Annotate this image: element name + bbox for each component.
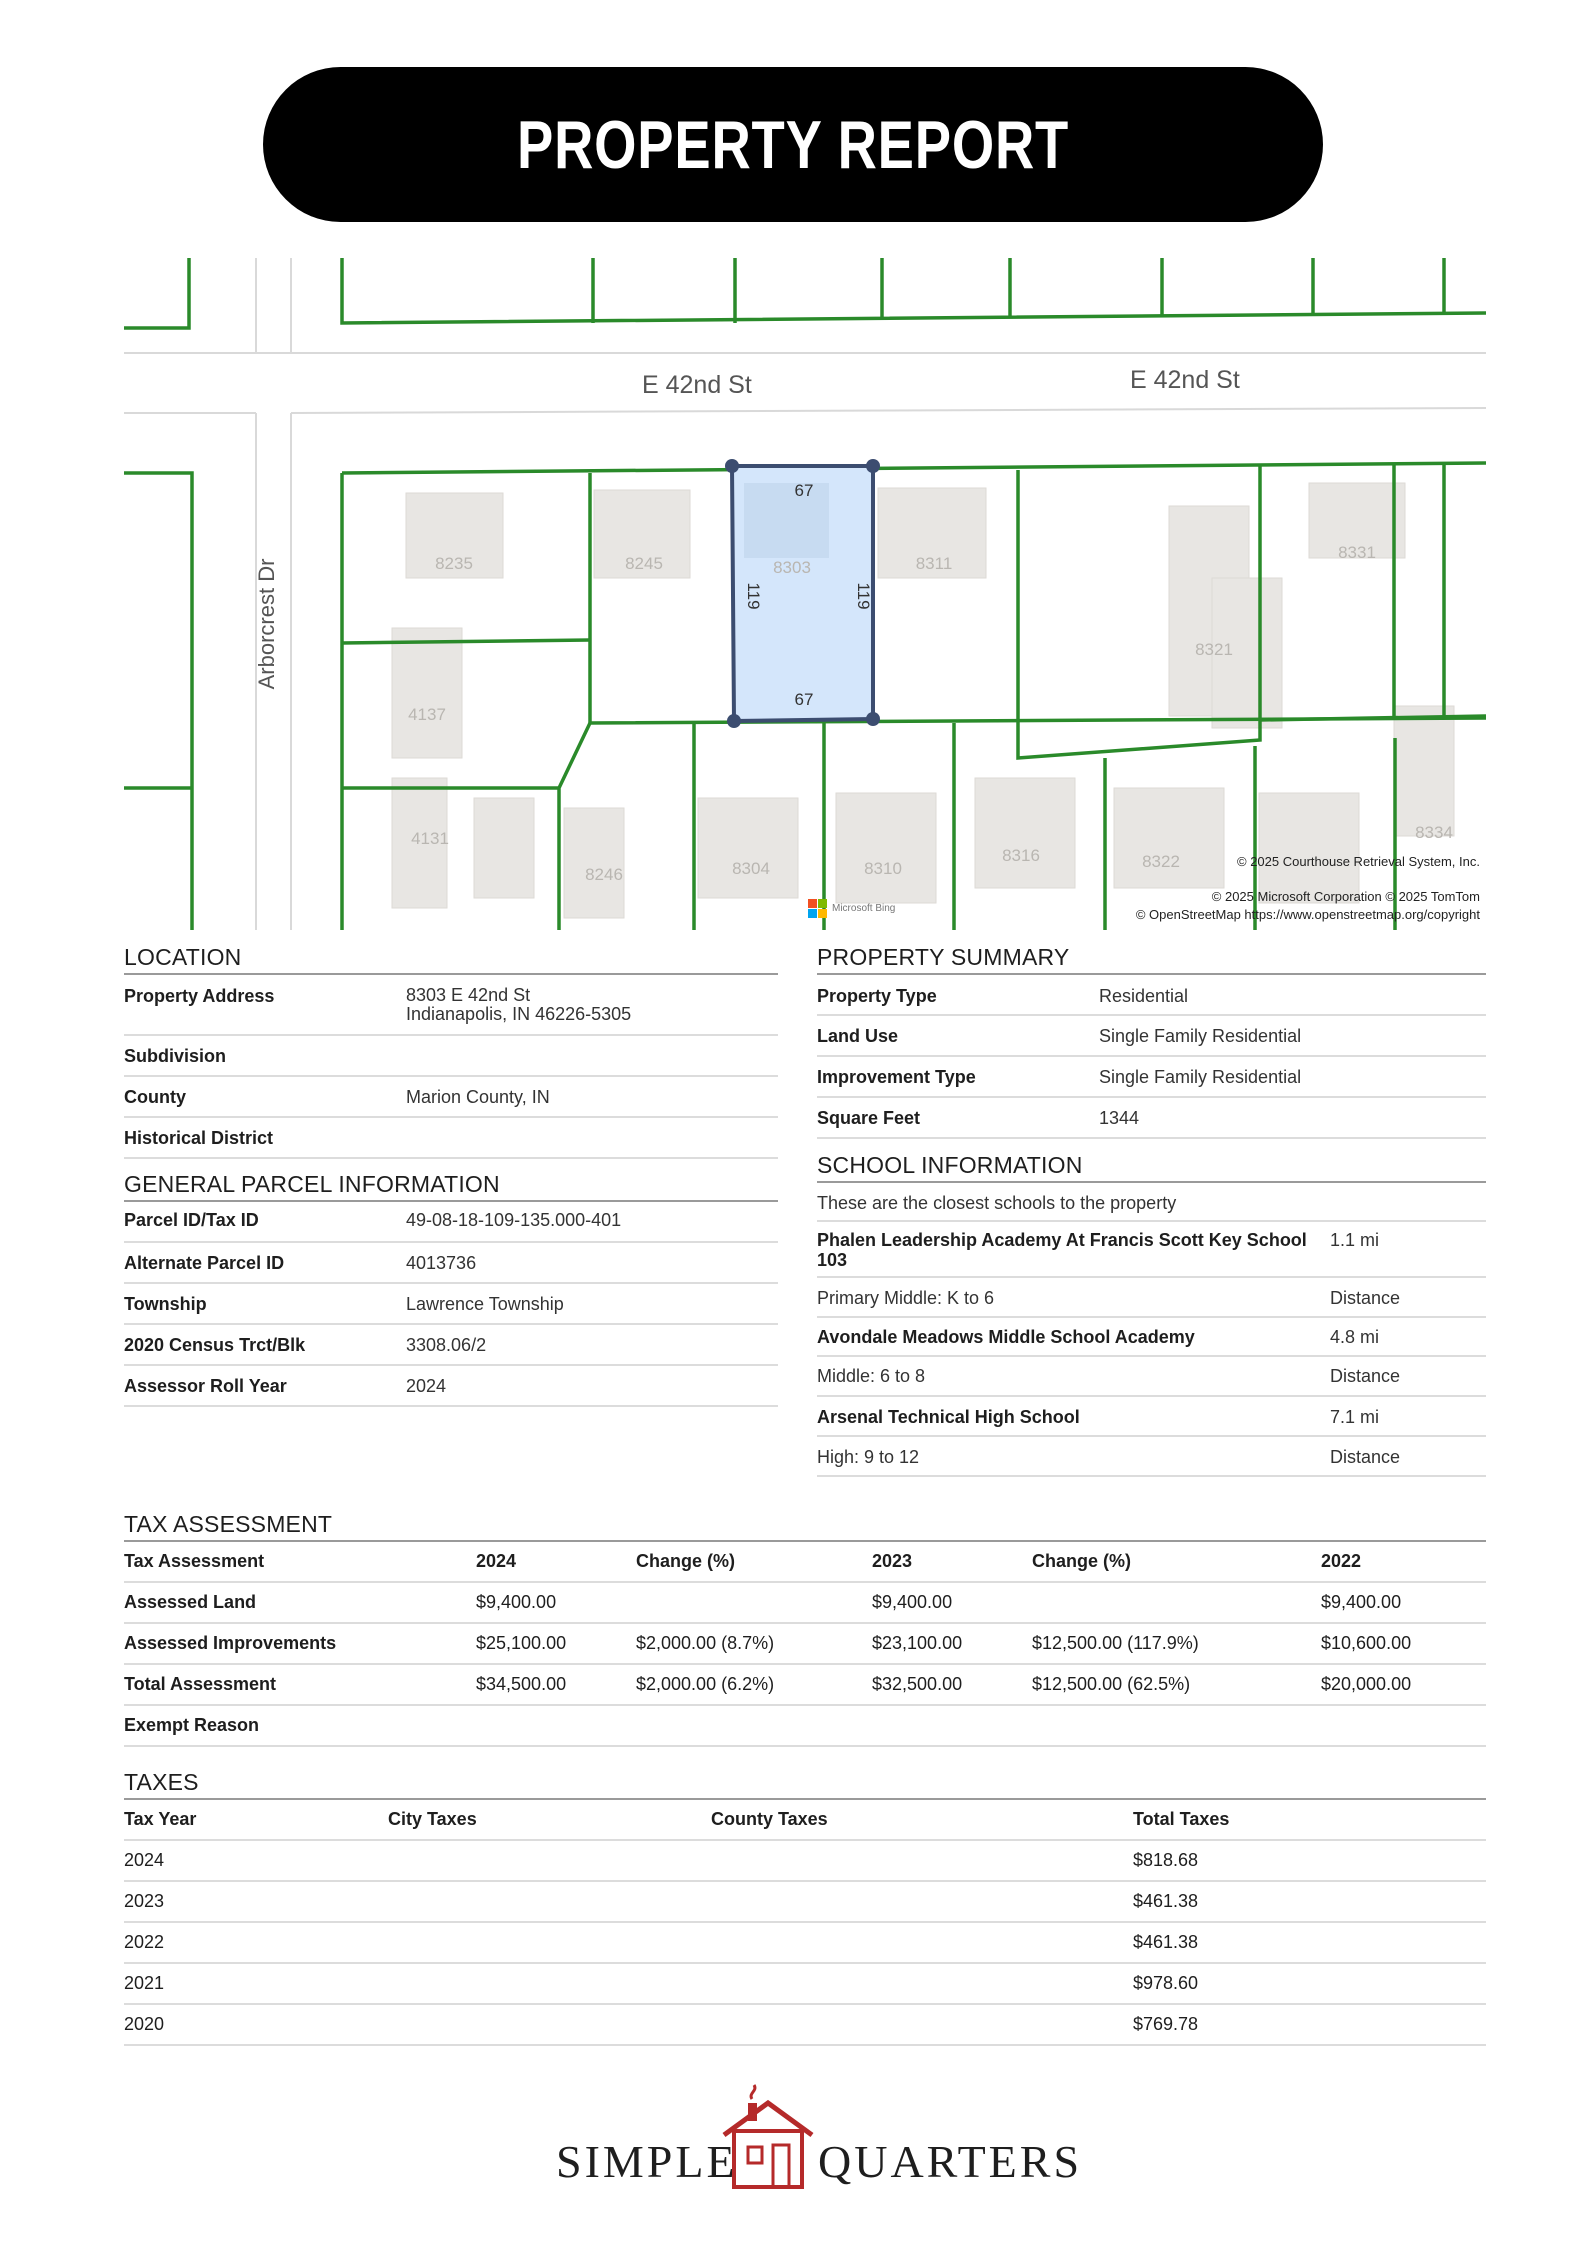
parcel-row	[124, 1202, 778, 1243]
column-header: Change (%)	[636, 1551, 735, 1571]
column-header: 2024	[476, 1551, 517, 1571]
taxes-header-row	[124, 1800, 1486, 1841]
lot-number: 8311	[915, 554, 953, 573]
parcel-label: Alternate Parcel ID	[124, 1253, 285, 1273]
tax-assessment-header-row	[124, 1542, 1486, 1583]
parcel-section	[124, 1171, 778, 1407]
parcel-label: Parcel ID/Tax ID	[124, 1210, 259, 1230]
school-grade-row	[817, 1278, 1486, 1318]
table-cell: $20,000.00	[1321, 1674, 1412, 1694]
school-distance: 1.1 mi	[1330, 1230, 1380, 1250]
table-row	[124, 1923, 1486, 1964]
table-cell: $12,500.00 (117.9%)	[1032, 1633, 1199, 1653]
parcel-row	[124, 1284, 778, 1325]
table-cell: $9,400.00	[872, 1592, 953, 1612]
county-value: Marion County, IN	[406, 1087, 550, 1107]
historical-row	[124, 1118, 778, 1159]
column-header: Tax Assessment	[124, 1551, 265, 1571]
table-cell: $9,400.00	[1321, 1592, 1402, 1612]
table-row	[124, 1624, 1486, 1665]
column-header: 2023	[872, 1551, 913, 1571]
school-distance: 7.1 mi	[1330, 1407, 1380, 1427]
school-grades: Primary Middle: K to 6	[817, 1288, 995, 1308]
lot-number: 8245	[625, 554, 663, 573]
dimension-bottom: 67	[794, 690, 814, 709]
table-cell: $34,500.00	[476, 1674, 567, 1694]
school-title: SCHOOL INFORMATION	[817, 1152, 1486, 1183]
summary-value: Single Family Residential	[1099, 1026, 1302, 1046]
column-header: Change (%)	[1032, 1551, 1131, 1571]
map-credit-line2: © 2025 Microsoft Corporation © 2025 TomTom	[1211, 889, 1480, 904]
table-cell: 2023	[124, 1891, 165, 1911]
summary-row	[817, 975, 1486, 1016]
school-intro	[817, 1183, 1486, 1222]
parcel-row	[124, 1243, 778, 1284]
row-label: Total Assessment	[124, 1674, 277, 1694]
school-grade-row	[817, 1437, 1486, 1477]
table-row	[124, 1841, 1486, 1882]
column-header: Tax Year	[124, 1809, 197, 1829]
summary-row	[817, 1016, 1486, 1057]
table-cell: $818.68	[1133, 1850, 1199, 1870]
table-row	[124, 1583, 1486, 1624]
column-header: 2022	[1321, 1551, 1362, 1571]
report-title: PROPERTY REPORT	[516, 106, 1070, 183]
dimension-top: 67	[794, 481, 814, 500]
address-label: Property Address	[124, 986, 275, 1006]
subdivision-row	[124, 1036, 778, 1077]
summary-label: Square Feet	[817, 1108, 921, 1128]
table-cell: $461.38	[1133, 1932, 1199, 1952]
table-cell: $978.60	[1133, 1973, 1199, 1993]
parcel-label: Township	[124, 1294, 207, 1314]
table-row	[124, 1665, 1486, 1706]
column-header: Total Taxes	[1133, 1809, 1230, 1829]
table-row	[124, 1706, 1486, 1747]
table-cell: 2024	[124, 1850, 165, 1870]
dimension-right: 119	[854, 582, 873, 610]
table-cell: $2,000.00 (6.2%)	[636, 1674, 775, 1694]
parcel-value: 3308.06/2	[406, 1335, 487, 1355]
location-title: LOCATION	[124, 944, 778, 975]
historical-label: Historical District	[124, 1128, 274, 1148]
taxes-section	[124, 1769, 1486, 2046]
map-credit-line1: © 2025 Courthouse Retrieval System, Inc.	[1237, 854, 1480, 869]
summary-title: PROPERTY SUMMARY	[817, 944, 1486, 975]
table-cell: $25,100.00	[476, 1633, 567, 1653]
summary-row	[817, 1098, 1486, 1139]
logo-text-left: SIMPLE	[556, 2136, 738, 2187]
parcel-value: 49-08-18-109-135.000-401	[406, 1210, 622, 1230]
lot-number: 8331	[1338, 543, 1376, 562]
lot-number: 8304	[732, 859, 770, 878]
school-name-row	[817, 1222, 1486, 1278]
lot-number: 8310	[864, 859, 902, 878]
lot-number: 8246	[585, 865, 623, 884]
subdivision-label: Subdivision	[124, 1046, 227, 1066]
parcel-label: Assessor Roll Year	[124, 1376, 287, 1396]
lot-number: 8235	[435, 554, 473, 573]
county-row	[124, 1077, 778, 1118]
address-line2: Indianapolis, IN 46226-5305	[406, 1004, 632, 1024]
report-banner	[263, 67, 1323, 222]
table-cell: $32,500.00	[872, 1674, 963, 1694]
row-label: Assessed Improvements	[124, 1633, 337, 1653]
school-name: Phalen Leadership Academy At Francis Scott Key School 103	[817, 1230, 1307, 1270]
address-row	[124, 975, 778, 1036]
tax-assessment-section	[124, 1511, 1486, 1747]
brand-logo	[556, 2083, 1083, 2193]
lot-number: 8303	[773, 558, 811, 577]
parcel-title: GENERAL PARCEL INFORMATION	[124, 1171, 778, 1202]
address-line1: 8303 E 42nd St	[406, 985, 531, 1005]
table-cell: 2021	[124, 1973, 165, 1993]
location-section	[124, 944, 778, 1159]
table-row	[124, 1882, 1486, 1923]
table-cell: $10,600.00	[1321, 1633, 1412, 1653]
school-name-row	[817, 1318, 1486, 1357]
school-section	[817, 1152, 1486, 1477]
lot-number: 4131	[411, 829, 449, 848]
street-label-top-right: E 42nd St	[1130, 366, 1240, 394]
lot-number: 8334	[1415, 823, 1453, 842]
street-label-vertical: Arborcrest Dr	[254, 558, 279, 690]
summary-row	[817, 1057, 1486, 1098]
school-distance-label: Distance	[1330, 1288, 1401, 1308]
table-cell: $12,500.00 (62.5%)	[1032, 1674, 1191, 1694]
parcel-row	[124, 1325, 778, 1366]
parcel-value: 4013736	[406, 1253, 477, 1273]
table-cell: $769.78	[1133, 2014, 1199, 2034]
school-grades: Middle: 6 to 8	[817, 1366, 926, 1386]
school-intro-text: These are the closest schools to the property	[817, 1193, 1177, 1213]
parcel-value: Lawrence Township	[406, 1294, 564, 1314]
school-distance: 4.8 mi	[1330, 1327, 1380, 1347]
row-label: Exempt Reason	[124, 1715, 260, 1735]
table-cell: $9,400.00	[476, 1592, 557, 1612]
address-value	[406, 986, 631, 1024]
school-name-row	[817, 1397, 1486, 1437]
lot-number: 8321	[1195, 640, 1233, 659]
table-cell: $461.38	[1133, 1891, 1199, 1911]
taxes-title: TAXES	[124, 1769, 1486, 1800]
summary-value: Residential	[1099, 986, 1189, 1006]
summary-label: Property Type	[817, 986, 937, 1006]
table-cell: $23,100.00	[872, 1633, 963, 1653]
table-cell: $2,000.00 (8.7%)	[636, 1633, 775, 1653]
logo-text-right: QUARTERS	[818, 2136, 1083, 2187]
tax-assessment-title: TAX ASSESSMENT	[124, 1511, 1486, 1542]
lot-number: 8322	[1142, 852, 1180, 871]
house-icon	[718, 2083, 818, 2193]
school-distance-label: Distance	[1330, 1366, 1401, 1386]
table-cell: 2022	[124, 1932, 165, 1952]
summary-section	[817, 944, 1486, 1139]
county-label: County	[124, 1087, 186, 1107]
dimension-left: 119	[744, 582, 763, 610]
summary-label: Improvement Type	[817, 1067, 976, 1087]
map-credit-line3: © OpenStreetMap https://www.openstreetmap.org/copyright	[1135, 907, 1480, 922]
parcel-value: 2024	[406, 1376, 447, 1396]
street-label-top-left: E 42nd St	[642, 371, 752, 399]
lot-number: 4137	[408, 705, 446, 724]
school-grade-row	[817, 1357, 1486, 1397]
row-label: Assessed Land	[124, 1592, 257, 1612]
summary-label: Land Use	[817, 1026, 899, 1046]
table-row	[124, 1964, 1486, 2005]
column-header: City Taxes	[388, 1809, 477, 1829]
table-row	[124, 2005, 1486, 2046]
school-distance-label: Distance	[1330, 1447, 1401, 1467]
summary-value: Single Family Residential	[1099, 1067, 1302, 1087]
parcel-label: 2020 Census Trct/Blk	[124, 1335, 306, 1355]
parcel-row	[124, 1366, 778, 1407]
column-header: County Taxes	[711, 1809, 828, 1829]
bing-label: Microsoft Bing	[832, 903, 896, 914]
parcel-map	[124, 258, 1486, 930]
school-grades: High: 9 to 12	[817, 1447, 920, 1467]
lot-number: 8316	[1002, 846, 1040, 865]
table-cell: 2020	[124, 2014, 165, 2034]
school-name: Avondale Meadows Middle School Academy	[817, 1327, 1195, 1347]
school-name: Arsenal Technical High School	[817, 1407, 1080, 1427]
summary-value: 1344	[1099, 1108, 1140, 1128]
